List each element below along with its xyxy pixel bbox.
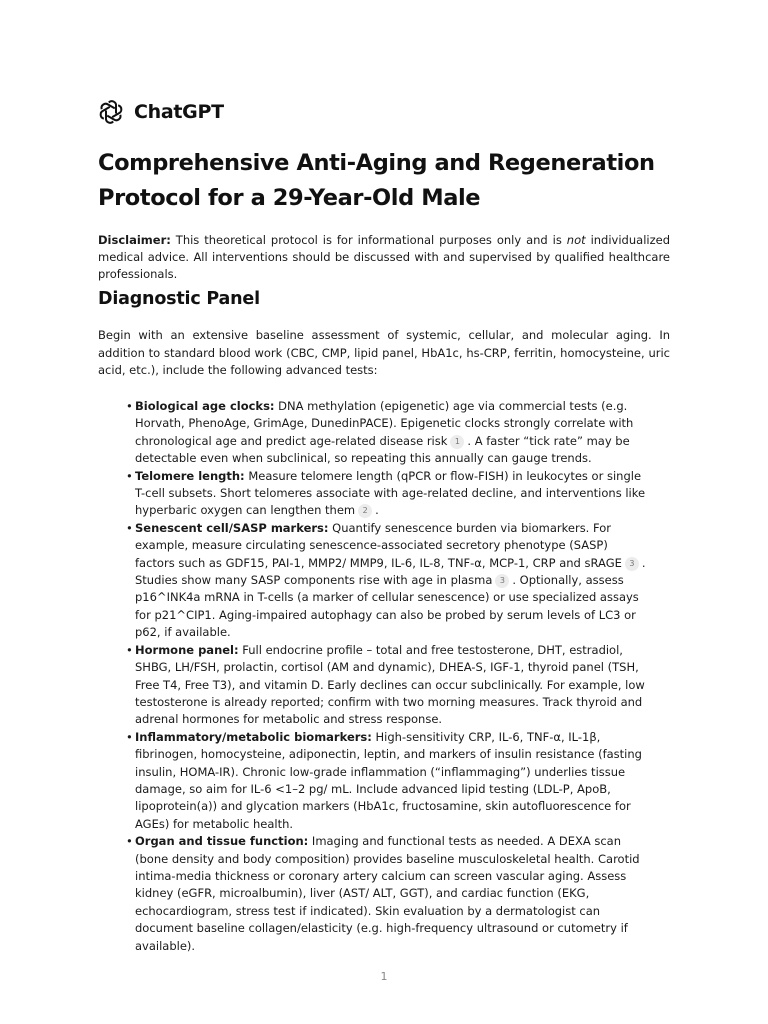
item-text: . Optionally, assess p16^INK4a mRNA in T-cells (a marker of cellular senescence) or use specialized assays for p21^CIP1. Aging-impaired autophagy can also be probed by serum levels of LC3 or p62, if available.	[135, 573, 639, 640]
list-item-hormone	[126, 642, 646, 729]
list-item-organ-function	[126, 833, 646, 955]
page-number: 1	[380, 970, 388, 983]
citation-badge[interactable]: 2	[358, 504, 372, 518]
disclaimer-label: Disclaimer:	[98, 233, 171, 247]
item-text: Measure telomere length (qPCR or flow-FISH) in leukocytes or single T-cell subsets. Short telomeres associate with age-related decline, and interventions like hyperbaric oxygen can lengthen them	[135, 468, 646, 518]
item-label: Telomere length:	[135, 468, 245, 483]
brand-header	[98, 99, 224, 125]
list-item-inflammatory	[126, 729, 646, 833]
brand-name: ChatGPT	[134, 101, 224, 123]
item-text: Imaging and functional tests as needed. A DEXA scan (bone density and body composition) provides baseline musculoskeletal health. Carotid intima-media thickness or coronary artery calcium can screen vascular aging. Assess kidney (eGFR, microalbumin), liver (AST/ ALT, GGT), and cardiac function (EKG, echocardiogram, stress test if indicated). Skin evaluation by a dermatologist can document baseline collagen/elasticity (e.g. high-frequency ultrasound or cutometry if available).	[135, 834, 640, 953]
item-text: . Studies show many SASP components rise with age in plasma	[135, 555, 646, 588]
diagnostic-list	[126, 398, 646, 955]
section-intro: Begin with an extensive baseline assessment of systemic, cellular, and molecular aging. In addition to standard blood work (CBC, CMP, lipid panel, HbA1c, hs-CRP, ferritin, homocysteine, uric acid, etc.), include the following advanced tests:	[98, 328, 670, 377]
disclaimer-emphasis: not	[566, 233, 586, 247]
citation-badge[interactable]: 1	[450, 435, 464, 449]
section-heading: Diagnostic Panel	[98, 289, 260, 309]
list-item-senescent	[126, 520, 646, 642]
item-label: Organ and tissue function:	[135, 834, 309, 849]
openai-logo-icon	[98, 99, 124, 125]
item-text: Full endocrine profile – total and free testosterone, DHT, estradiol, SHBG, LH/FSH, prolactin, cortisol (AM and dynamic), DHEA-S, IGF-1, thyroid panel (TSH, Free T4, Free T3), and vitamin D. Early declines can occur subclinically. For example, low testosterone is already reported; confirm with two morning measures. Track thyroid and adrenal hormones for metabolic and stress response.	[135, 642, 645, 727]
list-item-biological-age	[126, 398, 646, 468]
item-text: High-sensitivity CRP, IL-6, TNF-α, IL-1β, fibrinogen, homocysteine, adiponectin, leptin, and markers of insulin resistance (fasting insulin, HOMA-IR). Chronic low-grade inflammation (“inflammaging”) underlies tissue damage, so aim for IL-6 <1–2 pg/ mL. Include advanced lipid testing (LDL-P, ApoB, lipoprotein(a)) and glycation markers (HbA1c, fructosamine, skin autofluorescence for AGEs) for metabolic health.	[135, 729, 642, 831]
item-label: Senescent cell/SASP markers:	[135, 520, 329, 535]
document-title: Comprehensive Anti-Aging and Regeneration Protocol for a 29-Year-Old Male	[98, 150, 655, 211]
item-text: Quantify senescence burden via biomarkers. For example, measure circulating senescence-associated secretory phenotype (SASP) factors such as GDF15, PAI-1, MMP2/ MMP9, IL-6, IL-8, TNF-α, MCP-1, CRP and sRAGE	[135, 520, 622, 570]
item-text: . A faster “tick rate” may be detectable even when subclinical, so repeating this annually can gauge trends.	[135, 433, 630, 466]
disclaimer-text-after: individualized medical advice. All interventions should be discussed with and supervised by qualified healthcare professionals.	[98, 233, 670, 281]
disclaimer	[98, 232, 670, 283]
citation-badge[interactable]: 3	[625, 557, 639, 571]
item-label: Biological age clocks:	[135, 399, 275, 413]
item-text: .	[375, 503, 379, 518]
item-label: Hormone panel:	[135, 642, 239, 657]
item-label: Inflammatory/metabolic biomarkers:	[135, 729, 372, 744]
item-text: DNA methylation (epigenetic) age via commercial tests (e.g. Horvath, PhenoAge, GrimAge, DunedinPACE). Epigenetic clocks strongly correlate with chronological age and predict age-related disease risk	[135, 399, 634, 448]
list-item-telomere	[126, 468, 646, 520]
disclaimer-text-before: This theoretical protocol is for informational purposes only and is	[170, 233, 567, 247]
citation-badge[interactable]: 3	[495, 574, 509, 588]
